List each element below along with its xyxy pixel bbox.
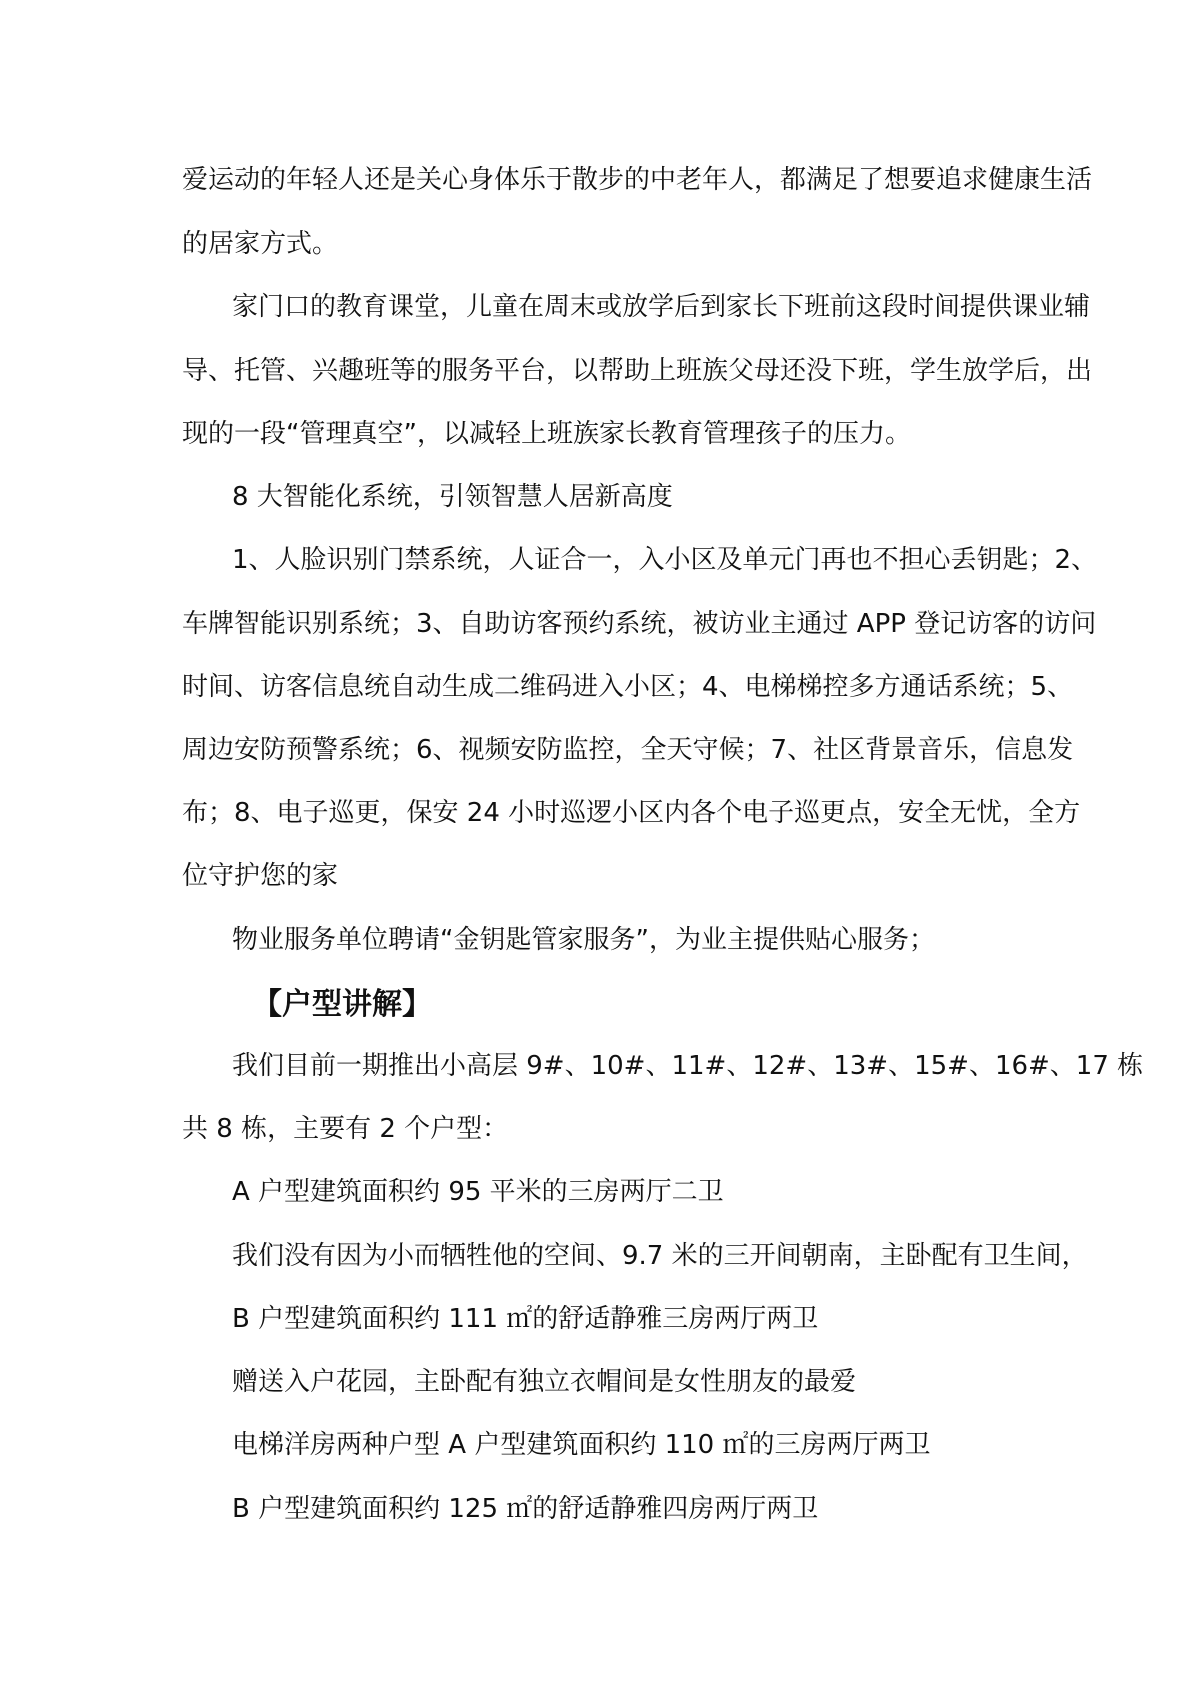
text-line: B 户型建筑面积约 111 ㎡的舒适静雅三房两厅两卫 [232,1304,819,1334]
text-line: 家门口的教育课堂，儿童在周末或放学后到家长下班前这段时间提供课业辅 [232,292,1091,322]
text-line: 我们没有因为小而牺牲他的空间、9.7 米的三开间朝南，主卧配有卫生间， [232,1241,1088,1271]
text-line: 布；8、电子巡更，保安 24 小时巡逻小区内各个电子巡更点，安全无忧，全方 [182,798,1081,828]
text-line: 物业服务单位聘请“金钥匙管家服务”，为业主提供贴心服务； [232,925,935,955]
text-line: 周边安防预警系统；6、视频安防监控，全天守候；7、社区背景音乐，信息发 [182,735,1074,765]
text-line: 的居家方式。 [182,229,339,259]
text-line: 时间、访客信息统自动生成二维码进入小区；4、电梯梯控多方通话系统；5、 [182,672,1074,702]
text-line: 1、人脸识别门禁系统，人证合一，入小区及单元门再也不担心丢钥匙；2、 [232,545,1098,575]
text-line: 导、托管、兴趣班等的服务平台，以帮助上班族父母还没下班，学生放学后，出 [182,356,1093,386]
section-heading: 【户型讲解】 [252,987,432,1022]
text-line: 我们目前一期推出小高层 9#、10#、11#、12#、13#、15#、16#、17 栋 [232,1051,1144,1081]
text-line: 车牌智能识别系统；3、自助访客预约系统，被访业主通过 APP 登记访客的访问 [182,609,1097,639]
text-line: 电梯洋房两种户型 A 户型建筑面积约 110 ㎡的三房两厅两卫 [232,1430,931,1460]
text-line: A 户型建筑面积约 95 平米的三房两厅二卫 [232,1177,724,1207]
text-line: 位守护您的家 [182,861,339,891]
text-line: B 户型建筑面积约 125 ㎡的舒适静雅四房两厅两卫 [232,1494,819,1524]
text-line: 赠送入户花园，主卧配有独立衣帽间是女性朋友的最爱 [232,1367,857,1397]
text-line: 8 大智能化系统，引领智慧人居新高度 [232,482,673,512]
text-line: 现的一段“管理真空”，以减轻上班族家长教育管理孩子的压力。 [182,419,911,449]
text-line: 共 8 栋，主要有 2 个户型： [182,1114,509,1144]
text-line: 爱运动的年轻人还是关心身体乐于散步的中老年人，都满足了想要追求健康生活 [182,165,1093,195]
